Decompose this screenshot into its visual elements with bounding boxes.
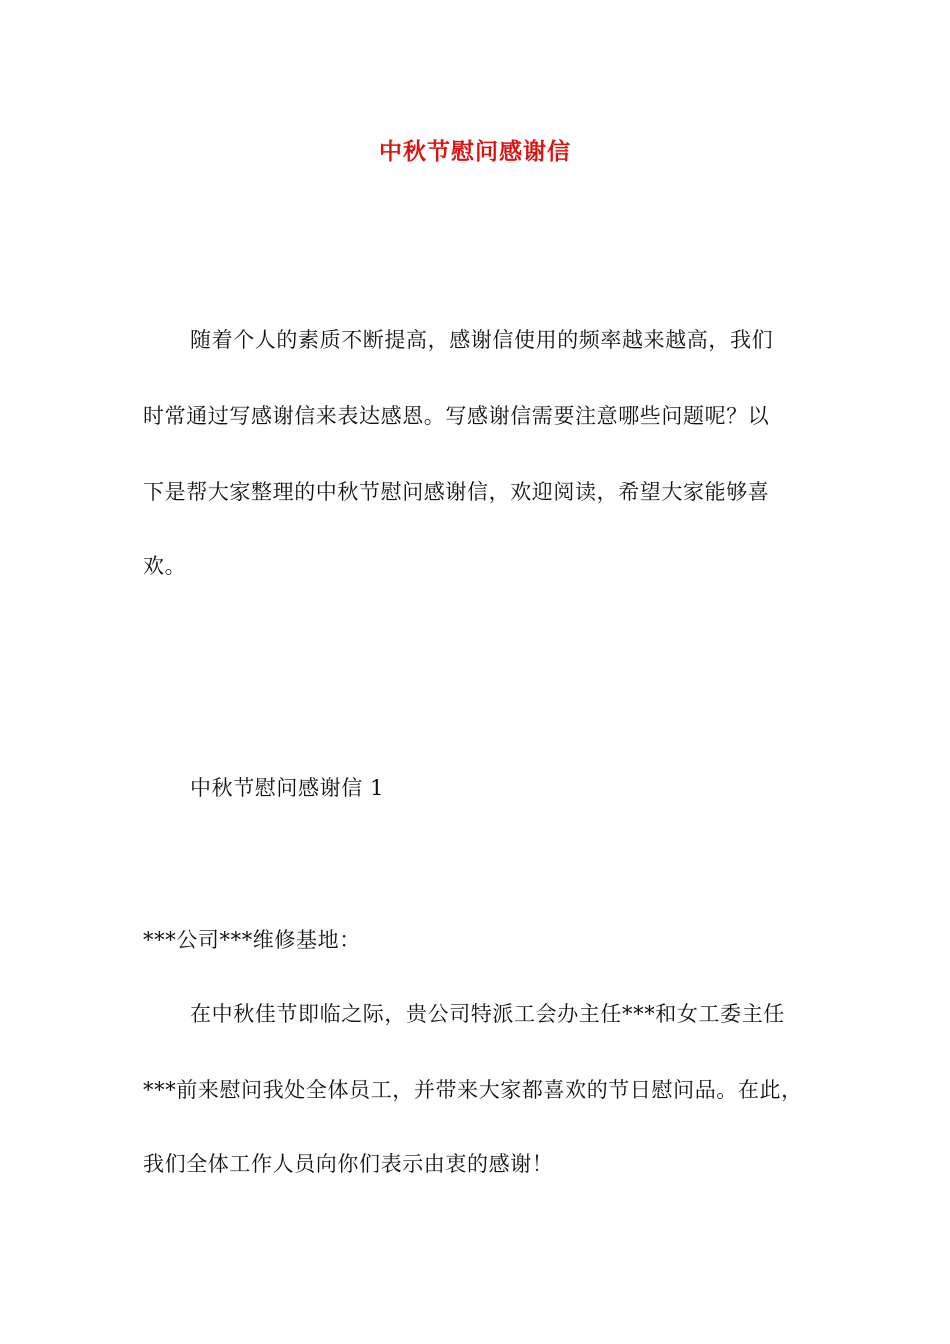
intro-line-1: 随着个人的素质不断提高，感谢信使用的频率越来越高，我们 [190,328,774,352]
intro-line-4: 欢。 [143,554,187,578]
intro-line-2: 时常通过写感谢信来表达感恩。写感谢信需要注意哪些问题呢？以 [143,404,770,428]
intro-line-3: 下是帮大家整理的中秋节慰问感谢信，欢迎阅读，希望大家能够喜 [143,480,770,504]
body-line-1: 在中秋佳节即临之际，贵公司特派工会办主任***和女工委主任 [190,1002,785,1026]
salutation: ***公司***维修基地： [143,928,361,952]
section-heading: 中秋节慰问感谢信 1 [190,776,385,800]
document-title: 中秋节慰问感谢信 [379,138,571,165]
body-line-2: ***前来慰问我处全体员工，并带来大家都喜欢的节日慰问品。在此， [143,1078,803,1102]
body-line-3: 我们全体工作人员向你们表示由衷的感谢！ [143,1152,554,1176]
